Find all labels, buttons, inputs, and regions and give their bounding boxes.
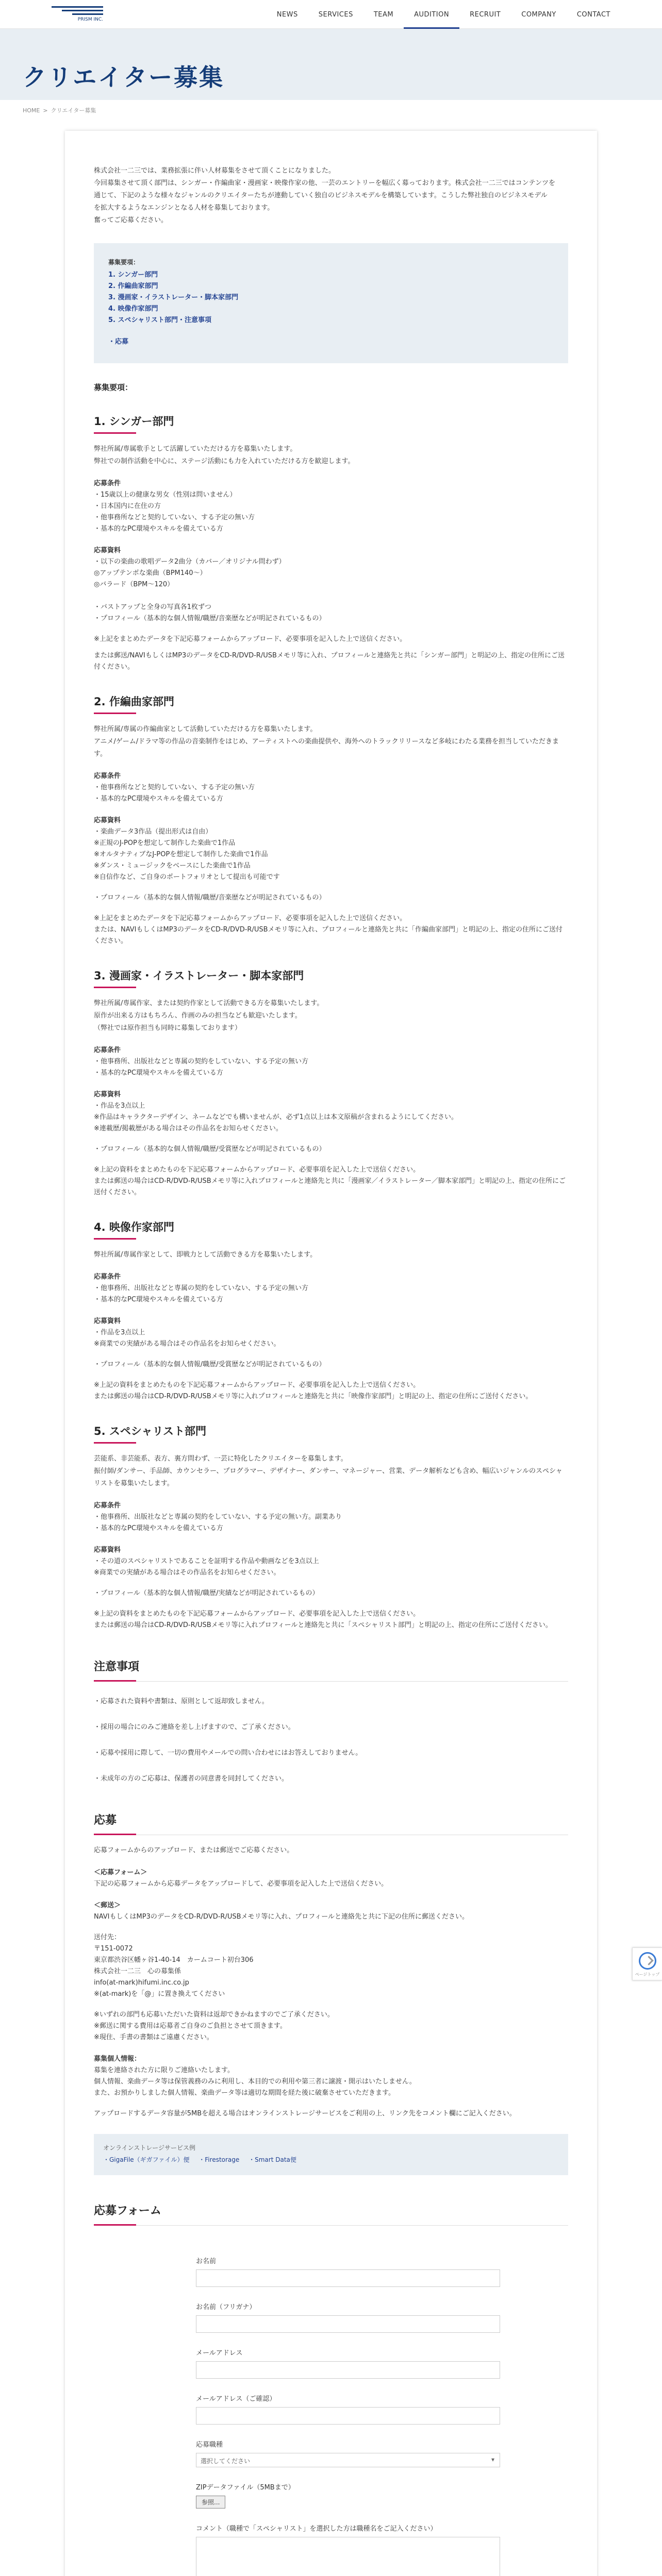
note-line: ※いずれの部門も応募いただいた資料は返却できかねますのでご了承ください。	[94, 2011, 334, 2019]
privacy-line: 個人情報、楽曲データ等は保管義務のみに利用し、本目的での利用や第三者に譲渡・開示はいたしません。	[94, 2078, 416, 2086]
page-top-button[interactable]	[632, 1947, 662, 1980]
list-item: ・作品を3点以上	[94, 1329, 145, 1336]
toc-link-manga[interactable]: 3. 漫画家・イラストレーター・脚本家部門	[108, 294, 239, 301]
list-item: ・日本国内に在住の方	[94, 502, 161, 510]
list-item: ・以下の楽曲の歌唱データ2曲分（カバー／オリジナル問わず）	[94, 558, 286, 566]
storage-link-firestorage[interactable]: ・Firestorage	[198, 2156, 240, 2163]
mail-desc: NAVIもしくはMP3のデータをCD-R/DVD-R/USBメモリ等に入れ、プロフィールと連絡先と共に下記の住所に郵送ください。	[94, 1913, 469, 1921]
site-logo[interactable]	[52, 6, 103, 24]
section-title-specialist: 5. スペシャリスト部門	[94, 1423, 568, 1444]
nav-company[interactable]: COMPANY	[521, 10, 556, 19]
section-note	[94, 913, 568, 947]
toc-title: 募集要項：	[108, 259, 140, 266]
caution-item: ・採用の場合にのみご連絡を差し上げますので、ご了承ください。	[94, 1723, 295, 1731]
section-desc	[94, 1453, 568, 1490]
note-line: または郵送の場合はCD-R/DVD-R/USBメモリ等に入れプロフィールと連絡先と共に「映像作家部門」と明記の上、指定の住所にご送付ください。	[94, 1393, 533, 1400]
materials-label: 応募資料	[94, 1091, 121, 1098]
email-label: メールアドレス	[196, 2349, 243, 2357]
list-item: ・他事務所などと契約していない、する予定の無い方	[94, 514, 255, 521]
note-line: ※郵送に関する費用は応募者ご自身のご負担とさせて頂きます。	[94, 2022, 287, 2030]
note-line: ※上記の資料をまとめたものを下記応募フォームからアップロード、必要事項を記入した上で送信ください。	[94, 1166, 420, 1174]
section-desc	[94, 723, 568, 760]
list-item: ・プロフィール（基本的な個人情報/職歴/実績などが明記されているもの）	[94, 1589, 319, 1597]
list-item: ・基本的なPC環境やスキルを備えている方	[94, 525, 223, 533]
page-top-icon	[639, 1952, 656, 1970]
list-item: ・楽曲データ3作品（提出形式は自由）	[94, 828, 212, 836]
main-nav	[267, 0, 621, 29]
name-label: お名前	[196, 2258, 217, 2265]
privacy-line: 募集を連絡された方に限りご連絡いたします。	[94, 2066, 234, 2074]
caution-item: ・未成年の方のご応募は、保護者の同意書を同封してください。	[94, 1775, 289, 1783]
file-browse-button[interactable]: 参照...	[196, 2496, 225, 2509]
section-title-manga: 3. 漫画家・イラストレーター・脚本家部門	[94, 968, 568, 988]
address-line: 〒151-0072	[94, 1945, 133, 1953]
requirements-heading: 募集要項：	[94, 383, 133, 392]
nav-audition[interactable]: AUDITION	[404, 0, 459, 29]
list-item: ※作品はキャラクターデザイン、ネームなどでも構いませんが、必ず1点以上は本文原稿が含まれるようにしてください。	[94, 1113, 458, 1121]
desc-line: 弊社所属/専属歌手として活躍していただける方を募集いたします。	[94, 445, 297, 453]
list-item: ※ダンス・ミュージックをベースにした楽曲で1作品	[94, 862, 251, 870]
storage-services-links	[103, 2155, 559, 2164]
desc-line: （弊社では原作担当も同時に募集しております）	[94, 1024, 242, 1032]
toc-link-composer[interactable]: 2. 作編曲家部門	[108, 282, 158, 290]
materials-label: 応募資料	[94, 547, 121, 554]
note-line: ※現住、手書の書類はご遠慮ください。	[94, 2033, 213, 2041]
note-line: ※上記をまとめたデータを下記応募フォームからアップロード、必要事項を記入した上で送信ください。	[94, 635, 407, 643]
list-item: ※正規のJ-POPを想定して制作した楽曲で1作品	[94, 839, 236, 847]
nav-news[interactable]: NEWS	[276, 10, 298, 19]
section-desc	[94, 997, 568, 1035]
address-line: 東京都渋谷区幡ヶ谷1-40-14 カームコート初台306	[94, 1956, 254, 1964]
list-item: ◎バラード（BPM〜120）	[94, 581, 174, 588]
section-note	[94, 1164, 568, 1198]
list-item: ・他事務所などと契約していない、する予定の無い方	[94, 784, 255, 791]
intro-line: を拡大するようなエンジンとなる人材を募集しております。	[94, 204, 274, 212]
address-block	[94, 1932, 568, 2000]
page-title: クリエイター募集	[23, 63, 225, 91]
email-input[interactable]	[196, 2361, 500, 2379]
form-title: 応募フォーム	[94, 2202, 568, 2226]
list-item: ・作品を3点以上	[94, 1102, 145, 1110]
section-note	[94, 634, 568, 673]
toc-link-video[interactable]: 4. 映像作家部門	[108, 305, 158, 313]
requirements-label: 応募条件	[94, 1273, 121, 1281]
list-item: ※商業での実績がある場合はその作品名をお知らせください。	[94, 1569, 280, 1577]
list-item: ・他事務所、出版社などと専属の契約をしていない、する予定の無い方。副業あり	[94, 1513, 342, 1521]
note-line: ※上記の資料をまとめたものを下記応募フォームからアップロード、必要事項を記入した上で送信ください。	[94, 1610, 420, 1618]
category-select[interactable]: 選択してください ▾	[196, 2453, 500, 2467]
desc-line: 原作が出来る方はもちろん、作画のみの担当なども歓迎いたします。	[94, 1012, 302, 1020]
nav-recruit[interactable]: RECRUIT	[470, 10, 501, 19]
requirements-label: 応募条件	[94, 480, 121, 487]
zip-file-label: ZIPデータファイル（5MBまで）	[196, 2484, 295, 2492]
logo-text: PRISM INC.	[77, 17, 103, 22]
mail-label: ＜郵送＞	[94, 1902, 121, 1909]
desc-line: 弊社所属/専属作家、または契約作家として活動できる方を募集いたします。	[94, 999, 324, 1007]
note-line: または郵送の場合はCD-R/DVD-R/USBメモリ等に入れプロフィールと連絡先と共に「スペシャリスト部門」と明記の上、指定の住所にご送付ください。	[94, 1621, 552, 1629]
breadcrumb	[0, 100, 662, 118]
intro-line: 今回募集させて頂く部門は、シンガー・作編曲家・漫画家・映像作家の他、一芸のエントリーを幅広く募っております。株式会社一二三ではコンテンツを	[94, 179, 555, 187]
storage-link-smartdata[interactable]: ・Smart Data便	[249, 2156, 296, 2163]
section-title-composer: 2. 作編曲家部門	[94, 693, 568, 714]
name-input[interactable]	[196, 2269, 500, 2287]
name-kana-label: お名前（フリガナ）	[196, 2303, 256, 2311]
address-line: ※(at-mark)を「@」に置き換えてください	[94, 1990, 225, 1998]
desc-line: 弊社所属/専属作家として、即戦力として活動できる方を募集いたします。	[94, 1251, 317, 1259]
intro-text	[94, 165, 568, 227]
requirements-label: 応募条件	[94, 772, 121, 780]
breadcrumb-home[interactable]: HOME	[23, 107, 40, 114]
storage-services-box	[94, 2134, 568, 2175]
list-item: ・その道のスペシャリストであることを証明する作品や動画などを3点以上	[94, 1557, 319, 1565]
list-item: ・プロフィール（基本的な個人情報/職歴/音楽歴などが明記されているもの）	[94, 615, 326, 622]
email-confirm-input[interactable]	[196, 2407, 500, 2425]
desc-line: 弊社での制作活動を中心に、ステージ活動にも力を入れていただける方を歓迎します。	[94, 457, 355, 465]
spacer	[94, 590, 568, 602]
toc-link-specialist[interactable]: 5. スペシャリスト部門・注意事項	[108, 316, 211, 324]
table-of-contents	[94, 243, 568, 363]
list-item: ・プロフィール（基本的な個人情報/職歴/受賞歴などが明記されているもの）	[94, 1361, 326, 1368]
list-item: ・基本的なPC環境やスキルを備えている方	[94, 1069, 223, 1077]
section-title-video: 4. 映像作家部門	[94, 1219, 568, 1240]
apply-lead: 応募フォームからのアップロード、または郵送でご応募ください。	[94, 1846, 294, 1854]
list-item: ※連載歴/掲載歴がある場合はその作品名をお知らせください。	[94, 1125, 283, 1132]
note-line: ※上記の資料をまとめたものを下記応募フォームからアップロード、必要事項を記入した上で送信ください。	[94, 1381, 420, 1389]
note-line: または郵送/NAVIもしくはMP3のデータをCD-R/DVD-R/USBメモリ等に入れ、プロフィールと連絡先と共に「シンガー部門」と明記の上、指定の住所にご送付ください。	[94, 652, 565, 671]
privacy-label: 募集個人情報：	[94, 2055, 141, 2063]
toc-link-apply[interactable]: ・応募	[108, 338, 129, 346]
intro-line: 奮ってご応募ください。	[94, 216, 168, 224]
requirements-label: 応募条件	[94, 1502, 121, 1510]
nav-services[interactable]: SERVICES	[318, 10, 353, 19]
list-item: ・バストアップと全身の写真各1枚ずつ	[94, 603, 211, 611]
page-hero	[0, 29, 662, 100]
nav-contact[interactable]: CONTACT	[576, 10, 610, 19]
address-line: info(at-mark)hifumi.inc.co.jp	[94, 1979, 189, 1987]
caution-title: 注意事項	[94, 1658, 568, 1682]
site-header	[0, 0, 662, 29]
comment-textarea[interactable]	[196, 2537, 500, 2576]
requirements-label: 応募条件	[94, 1046, 121, 1054]
comment-label: コメント（職種で「スペシャリスト」を選択した方は職種名をご記入ください）	[196, 2525, 437, 2533]
form-label: ＜応募フォーム＞	[94, 1869, 147, 1876]
main-content	[65, 131, 597, 2576]
desc-line: 振付師/ダンサー、手品師、カウンセラー、プログラマー、デザイナー、ダンサー、マネージャー、営業、データ解析なども含め、幅広いジャンルのスペシャリストを募集いたします。	[94, 1467, 562, 1487]
address-line: 株式会社一二三 心の募集係	[94, 1968, 181, 1975]
desc-line: アニメ/ゲーム/ドラマ等の作品の音楽制作をはじめ、アーティストへの楽曲提供や、海外へのトラックリリースなど多岐にわたる業務を担当していただきます。	[94, 738, 559, 758]
section-title-singer: 1. シンガー部門	[94, 413, 568, 434]
apply-title: 応募	[94, 1811, 568, 1835]
page-top-label: ページトップ	[635, 1972, 660, 1977]
address-line: 送付先：	[94, 1934, 121, 1941]
note-line: または郵送の場合はCD-R/DVD-R/USBメモリ等に入れプロフィールと連絡先と共に「漫画家／イラストレーター／脚本家部門」と明記の上、指定の住所にご送付ください。	[94, 1177, 566, 1196]
section-note	[94, 1608, 568, 1631]
desc-line: 弊社所属/専属の作編曲家として活動していただける方を募集いたします。	[94, 725, 317, 733]
privacy-line: また、お預かりしました個人情報、楽曲データ等は適切な期間を経た後に破棄させていただきます。	[94, 2089, 395, 2097]
intro-line: 株式会社一二三では、業務拡張に伴い人材募集をさせて頂くことになりました。	[94, 167, 336, 175]
list-item: ・他事務所、出版社などと専属の契約をしていない、する予定の無い方	[94, 1058, 309, 1065]
list-item: ・プロフィール（基本的な個人情報/職歴/受賞歴などが明記されているもの）	[94, 1145, 326, 1153]
list-item: ・基本的なPC環境やスキルを備えている方	[94, 1296, 223, 1303]
apply-notes	[94, 2009, 568, 2043]
application-form	[94, 2256, 568, 2576]
list-item: ・プロフィール（基本的な個人情報/職歴/音楽歴などが明記されているもの）	[94, 894, 326, 902]
caution-item: ・応募された資料や書類は、原則として返却致しません。	[94, 1698, 269, 1705]
section-desc	[94, 1249, 568, 1261]
list-item: ・15歳以上の健康な男女（性別は問いません）	[94, 491, 237, 499]
breadcrumb-current: クリエイター募集	[51, 107, 96, 114]
form-desc: 下記の応募フォームから応募データをアップロードして、必要事項を記入した上で送信ください。	[94, 1880, 388, 1888]
list-item: ◎アップテンポな楽曲（BPM140〜）	[94, 569, 207, 577]
materials-label: 応募資料	[94, 1546, 121, 1554]
list-item: ・基本的なPC環境やスキルを備えている方	[94, 1524, 223, 1532]
name-kana-input[interactable]	[196, 2315, 500, 2333]
breadcrumb-separator: >	[43, 107, 48, 114]
upload-note: アップロードするデータ容量が5MBを超える場合はオンラインストレージサービスをご利用の上、リンク先をコメント欄にご記入ください。	[94, 2110, 516, 2117]
nav-team[interactable]: TEAM	[373, 10, 394, 19]
file-upload	[196, 2496, 568, 2509]
materials-label: 応募資料	[94, 1317, 121, 1325]
section-note	[94, 1380, 568, 1402]
intro-line: 通じて、下記のような様々なジャンルのクリエイターたちが連動していく独自のビジネスモデルを構築しています。こうした弊社独自のビジネスモデル	[94, 192, 548, 199]
desc-line: 芸能系、非芸能系、表方、裏方問わず、一芸に特化したクリエイターを募集します。	[94, 1455, 347, 1463]
caution-item: ・応募や採用に際して、一切の費用やメールでの問い合わせにはお答えしておりません。	[94, 1749, 362, 1757]
list-item: ・基本的なPC環境やスキルを備えている方	[94, 795, 223, 803]
list-item: ※オルタナティブなJ-POPを想定して制作した楽曲で1作品	[94, 851, 268, 858]
note-line: ※上記をまとめたデータを下記応募フォームからアップロード、必要事項を記入した上で送信ください。	[94, 914, 407, 922]
materials-label: 応募資料	[94, 817, 121, 824]
section-desc	[94, 443, 568, 468]
storage-link-gigafile[interactable]: ・GigaFile（ギガファイル）便	[103, 2156, 190, 2163]
note-line: または、NAVIもしくはMP3のデータをCD-R/DVD-R/USBメモリ等に入れ、プロフィールと連絡先と共に「作編曲家部門」と明記の上、指定の住所にご送付ください。	[94, 926, 562, 945]
storage-services-title: オンラインストレージサービス例	[103, 2144, 196, 2151]
category-label: 応募職種	[196, 2441, 223, 2449]
toc-link-singer[interactable]: 1. シンガー部門	[108, 271, 158, 279]
list-item: ・他事務所、出版社などと専属の契約をしていない、する予定の無い方	[94, 1284, 309, 1292]
list-item: ※商業での実績がある場合はその作品名をお知らせください。	[94, 1340, 280, 1348]
list-item: ※自信作など、ご自身のポートフォリオとして提出も可能です	[94, 873, 280, 881]
email-confirm-label: メールアドレス（ご確認）	[196, 2395, 276, 2403]
